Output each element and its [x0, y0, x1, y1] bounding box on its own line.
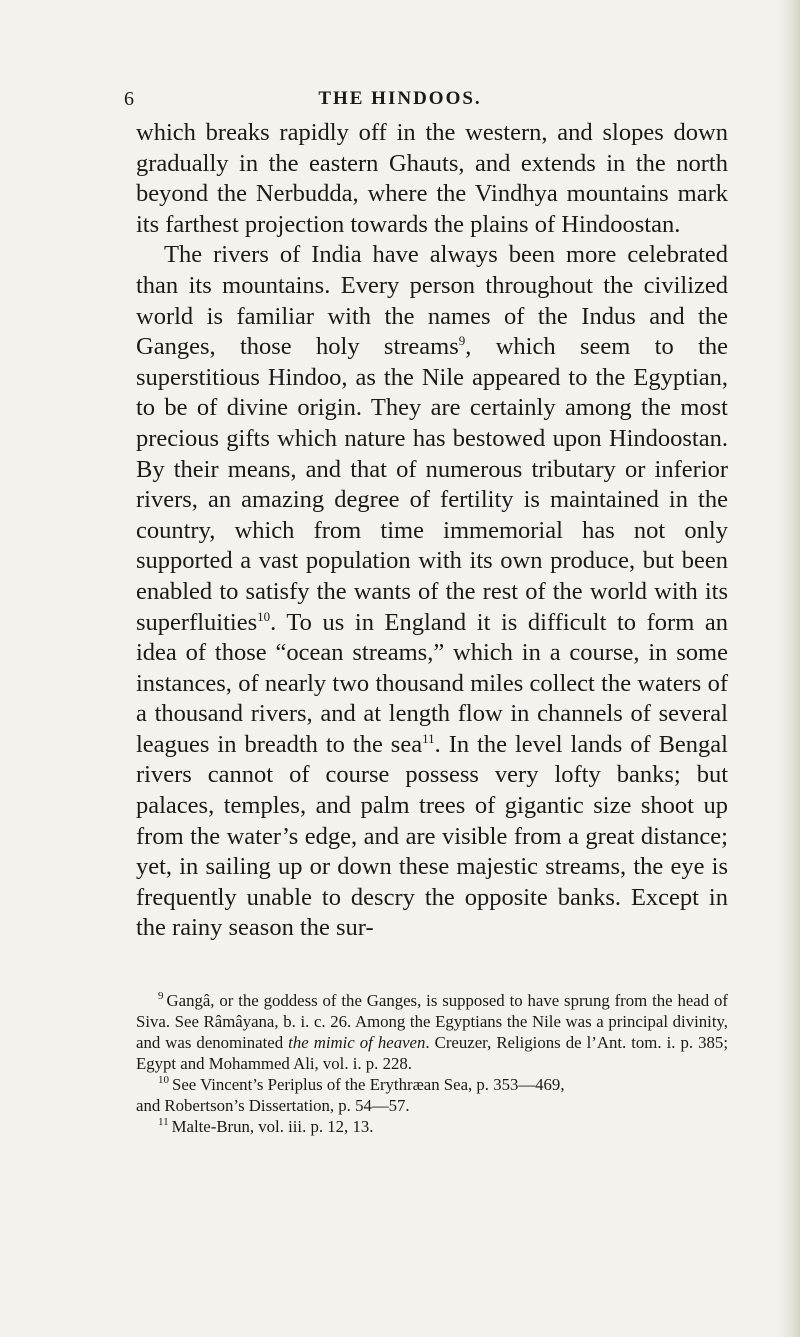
footnote-ref-10: 10 [257, 608, 271, 624]
paragraph-2-part-4: . In the level lands of Bengal rivers cannot of course possess very lofty banks; but palaces, temples, and palm trees of gigantic size shoot up from the water’s edge, and are visible from a great distance; yet, in sailing up or down these majestic streams, the eye is frequently unable to descry the opposite banks. Except in the rainy season the sur- [136, 730, 728, 942]
running-title: THE HINDOOS. [318, 88, 482, 109]
footnote-11 [136, 1116, 728, 1137]
paragraph-1: which breaks rapidly off in the western, and slopes down gradually in the eastern Ghauts, and extends in the north beyond the Nerbudda, where the Vindhya mountains mark its farthest projection towards the plains of Hindoostan. [136, 119, 728, 238]
footnote-9-italic: the mimic of heaven [288, 1033, 426, 1052]
footnotes [136, 990, 728, 1137]
page-edge [778, 0, 800, 1337]
page-header [0, 88, 800, 112]
paragraph-2 [136, 240, 728, 944]
footnote-10-continuation: and Robertson’s Dissertation, p. 54—57. [136, 1096, 410, 1115]
paragraph-2-part-2: , which seem to the superstitious Hindoo, as the Nile appeared to the Egyptian, to be of divine origin. They are certainly among the most precious gifts which nature has bestowed upon Hindoostan. By their means, and that of numerous tributary or inferior rivers, an amazing degree of fertility is maintained in the country, which from time immemorial has not only supported a vast population with its own produce, but been enabled to satisfy the wants of the rest of the world with its superfluities [136, 333, 728, 636]
footnote-10-mark: 10 [158, 1074, 169, 1087]
footnote-9-text-b: . Creuzer, Religions de l’Ant. tom. i. p. 385; Egypt and Mohammed Ali, vol. i. p. 228. [136, 1033, 728, 1073]
page-number: 6 [124, 88, 134, 110]
paragraph-2-part-1: The rivers of India have always been more celebrated than its mountains. Every person throughout the civilized world is familiar with the names of the Indus and the Ganges, those holy streams [136, 241, 728, 361]
footnote-ref-9: 9 [458, 333, 466, 348]
footnote-9-mark: 9 [158, 990, 164, 1003]
main-text [136, 118, 728, 944]
paragraph-2-part-3: . To us in England it is difficult to form an idea of those “ocean streams,” which in a course, in some instances, of nearly two thousand miles collect the waters of a thousand rivers, and at length flow in channels of several leagues in breadth to the sea [136, 608, 728, 758]
footnote-11-mark: 11 [158, 1116, 169, 1129]
footnote-9 [136, 990, 728, 1074]
footnote-11-text: Malte-Brun, vol. iii. p. 12, 13. [171, 1117, 374, 1136]
footnote-10-text: See Vincent’s Periplus of the Erythræan Sea, p. 353—469, [172, 1075, 565, 1094]
footnote-9-text-a: Gangâ, or the goddess of the Ganges, is supposed to have sprung from the head of Siva. See Râmâyana, b. i. c. 26. Among the Egyptians the Nile was a principal divinity, and was denominated [136, 991, 728, 1052]
footnote-10 [136, 1074, 728, 1095]
footnote-ref-11: 11 [422, 730, 435, 746]
